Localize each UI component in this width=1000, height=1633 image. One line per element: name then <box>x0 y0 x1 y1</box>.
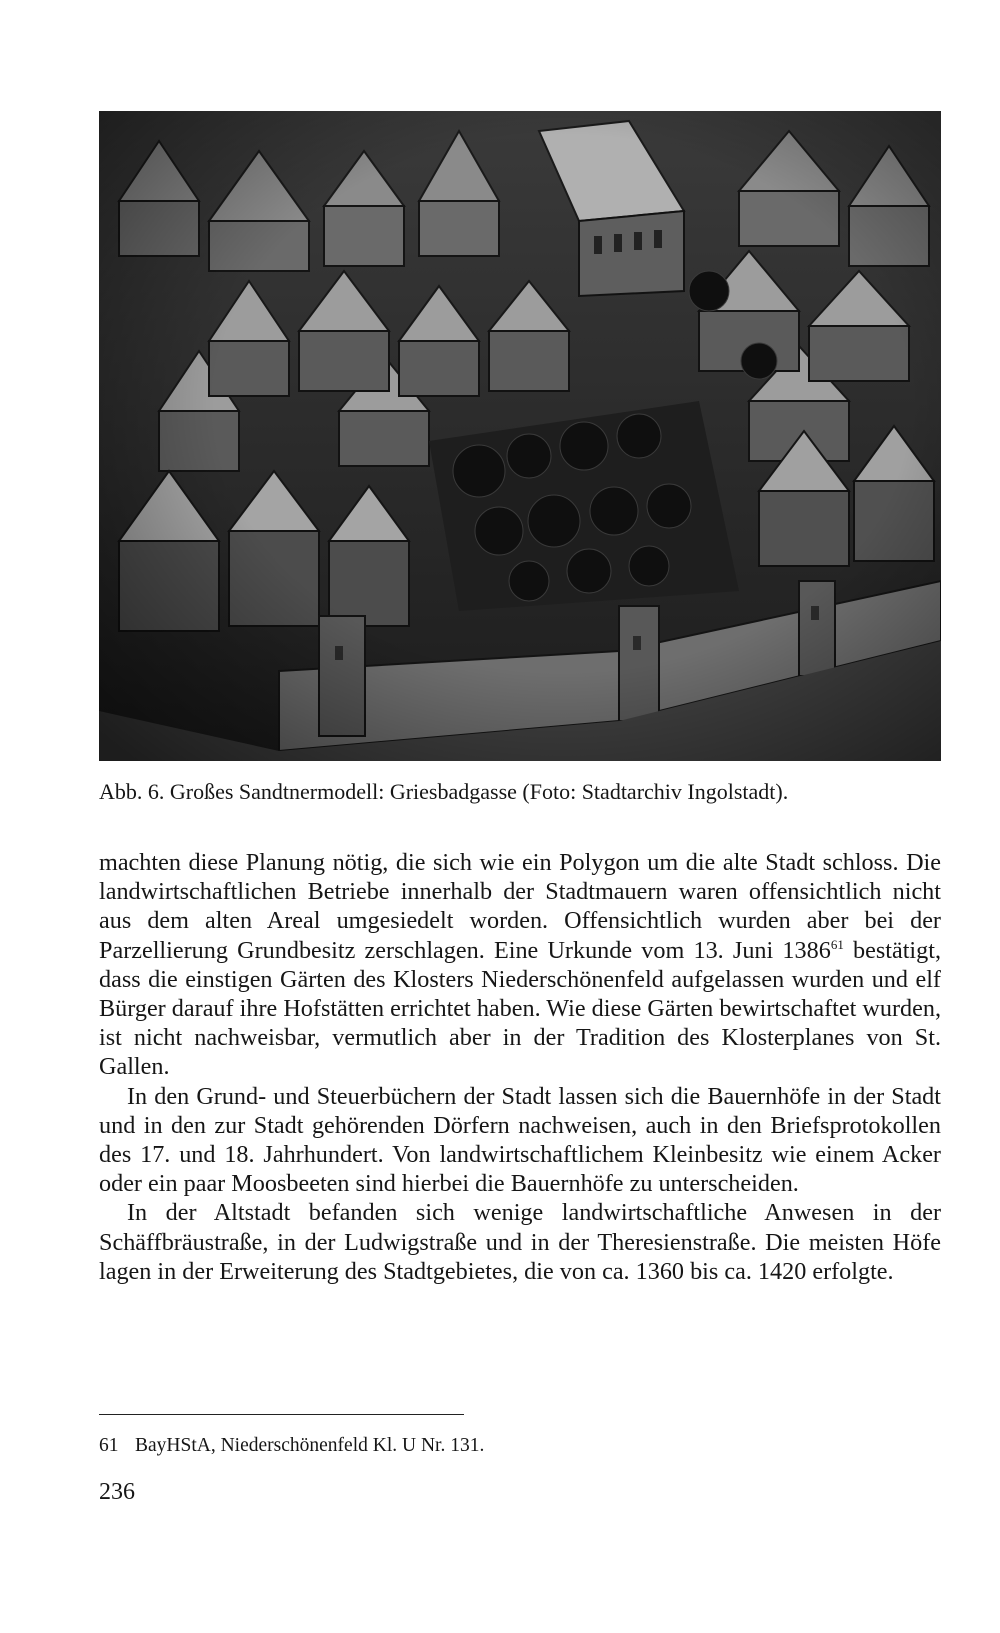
footnote-text: BayHStA, Niederschönenfeld Kl. U Nr. 131. <box>135 1435 485 1456</box>
footnote-number: 61 <box>99 1435 119 1456</box>
footnote <box>99 1433 484 1459</box>
footnote-reference: 61 <box>830 936 844 952</box>
figure-caption: Abb. 6. Großes Sandtnermodell: Griesbadgasse (Foto: Stadtarchiv Ingolstadt). <box>99 779 789 804</box>
paragraph-2: In den Grund- und Steuerbüchern der Stadt lassen sich die Bauernhöfe in der Stadt und in den zur Stadt gehörenden Dörfern nachweisen, auch in den Briefsprotokollen des 17. und 18. Jahrhundert. Von landwirtschaftlichem Kleinbesitz wie einem Acker oder ein paar Moosbeeten sind hierbei die Bauernhöfe zu unterscheiden. <box>99 1082 941 1198</box>
body-text <box>99 848 941 1286</box>
paragraph-1-text: machten diese Planung nötig, die sich wie ein Polygon um die alte Stadt schloss. Die landwirtschaftlichen Betriebe innerhalb der Stadtmauern waren offensichtlich nicht aus dem alten Areal umgesiedelt worden. Offensichtlich wurden aber bei der Parzellierung Grundbesitz zerschlagen. Eine Urkunde vom 13. Juni 1386 <box>99 849 941 964</box>
page-number: 236 <box>99 1479 135 1505</box>
paragraph-3: In der Altstadt befanden sich wenige landwirtschaftliche Anwesen in der Schäffbräustraße, in der Ludwigstraße und in der Theresienstraße. Die meisten Höfe lagen in der Erweiterung des Stadtgebietes, die von ca. 1360 bis ca. 1420 erfolgte. <box>99 1199 941 1285</box>
footnote-separator <box>99 1414 464 1415</box>
paragraph-1 <box>99 848 941 1082</box>
paragraph-1-text-continued: bestätigt, dass die einstigen Gärten des Klosters Niederschönenfeld aufgelassen wurden und elf Bürger darauf ihre Hofstätten errichtet haben. Wie diese Gärten bewirtschaftet wurden, ist nicht nachweisbar, vermutlich aber in der Tradition des Klosterplanes von St. Gallen. <box>99 936 942 1081</box>
figure-photo <box>99 111 941 761</box>
town-model-photo <box>99 111 941 761</box>
